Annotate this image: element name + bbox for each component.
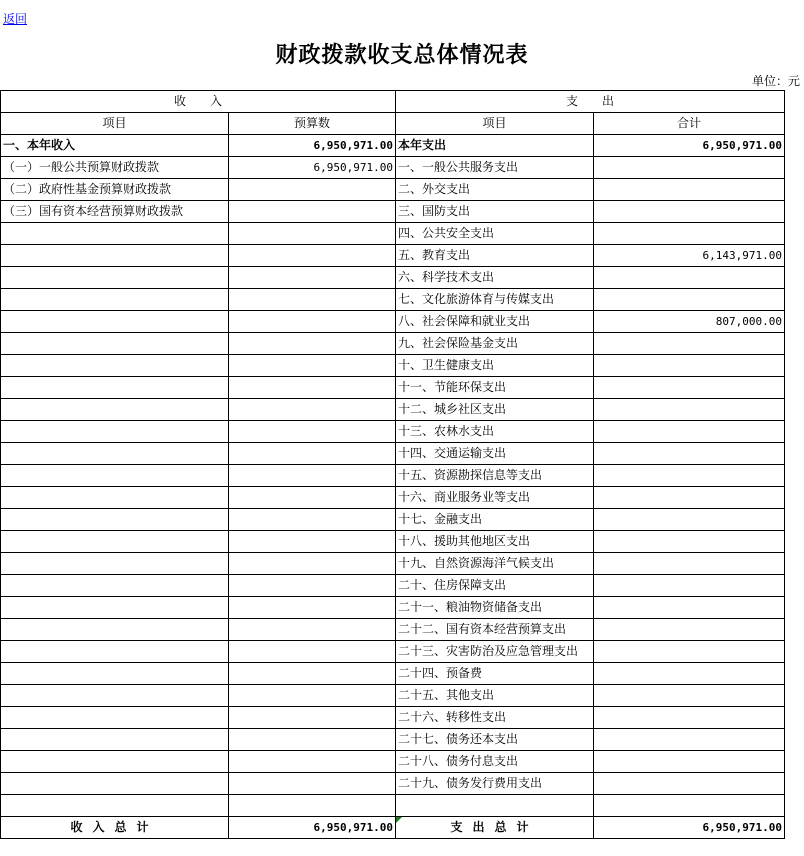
expense-value-cell — [594, 157, 785, 179]
expense-value-cell — [594, 795, 785, 817]
table-row — [1, 641, 785, 663]
income-value-cell — [229, 685, 396, 707]
expense-value-cell: 807,000.00 — [594, 311, 785, 333]
table-row — [1, 553, 785, 575]
column-header-row — [1, 113, 785, 135]
income-item-cell — [1, 707, 229, 729]
income-value-cell — [229, 333, 396, 355]
income-value-cell — [229, 509, 396, 531]
expense-value-cell — [594, 487, 785, 509]
income-item-cell — [1, 619, 229, 641]
expense-item-cell: 二十一、粮油物资储备支出 — [396, 597, 594, 619]
expense-item-cell: 八、社会保障和就业支出 — [396, 311, 594, 333]
income-value-cell — [229, 575, 396, 597]
expense-value-cell — [594, 443, 785, 465]
income-item-cell — [1, 729, 229, 751]
expense-item-cell: 二十、住房保障支出 — [396, 575, 594, 597]
table-row — [1, 619, 785, 641]
expense-summary-label: 本年支出 — [396, 135, 594, 157]
expense-item-cell: 二十八、债务付息支出 — [396, 751, 594, 773]
income-value-cell — [229, 443, 396, 465]
income-value-cell — [229, 245, 396, 267]
income-item-cell — [1, 795, 229, 817]
section-header-row — [1, 91, 785, 113]
expense-value-cell — [594, 465, 785, 487]
expense-value-cell — [594, 509, 785, 531]
table-row — [1, 685, 785, 707]
income-value-cell — [229, 619, 396, 641]
expense-value-cell — [594, 553, 785, 575]
income-value-cell — [229, 377, 396, 399]
income-item-cell — [1, 509, 229, 531]
income-value-cell — [229, 729, 396, 751]
income-item-cell — [1, 245, 229, 267]
table-row — [1, 157, 785, 179]
expense-value-cell — [594, 641, 785, 663]
income-item-cell — [1, 685, 229, 707]
income-item-cell — [1, 311, 229, 333]
expense-item-cell: 十二、城乡社区支出 — [396, 399, 594, 421]
income-value-cell — [229, 399, 396, 421]
expense-item-cell: 二、外交支出 — [396, 179, 594, 201]
expense-value-cell — [594, 531, 785, 553]
income-item-cell — [1, 465, 229, 487]
totals-row — [1, 817, 785, 839]
income-value-cell — [229, 795, 396, 817]
page-title: 财政拨款收支总体情况表 — [275, 43, 529, 68]
expense-value-cell — [594, 619, 785, 641]
expense-total-label: 支出总计 — [396, 817, 594, 839]
income-item-cell: （一）一般公共预算财政拨款 — [1, 157, 229, 179]
expense-value-cell — [594, 355, 785, 377]
table-row — [1, 377, 785, 399]
expense-value-cell — [594, 751, 785, 773]
table-row — [1, 795, 785, 817]
income-item-cell — [1, 553, 229, 575]
income-item-cell — [1, 663, 229, 685]
income-item-cell — [1, 355, 229, 377]
expense-value-cell — [594, 707, 785, 729]
summary-row — [1, 135, 785, 157]
expense-item-cell: 二十四、预备费 — [396, 663, 594, 685]
income-value-cell — [229, 663, 396, 685]
table-row — [1, 487, 785, 509]
income-value-cell — [229, 641, 396, 663]
income-item-cell: （三）国有资本经营预算财政拨款 — [1, 201, 229, 223]
income-value-cell — [229, 355, 396, 377]
income-value-cell — [229, 707, 396, 729]
income-item-cell — [1, 377, 229, 399]
table-row — [1, 663, 785, 685]
expense-total-value: 6,950,971.00 — [594, 817, 785, 839]
expense-item-cell: 五、教育支出 — [396, 245, 594, 267]
income-item-cell — [1, 267, 229, 289]
expense-value-cell — [594, 399, 785, 421]
expense-summary-value: 6,950,971.00 — [594, 135, 785, 157]
income-value-cell — [229, 553, 396, 575]
income-value-cell — [229, 179, 396, 201]
income-value-cell — [229, 751, 396, 773]
table-row — [1, 223, 785, 245]
unit-label: 单位：元 — [751, 74, 800, 88]
expense-value-cell — [594, 421, 785, 443]
expense-item-cell: 十三、农林水支出 — [396, 421, 594, 443]
income-header: 收 入 — [1, 91, 396, 113]
income-item-cell — [1, 223, 229, 245]
table-row — [1, 597, 785, 619]
expense-value-cell — [594, 179, 785, 201]
expense-value-cell: 6,143,971.00 — [594, 245, 785, 267]
expense-value-cell — [594, 575, 785, 597]
table-row — [1, 201, 785, 223]
income-value-cell — [229, 531, 396, 553]
table-row — [1, 245, 785, 267]
income-value-cell — [229, 487, 396, 509]
budget-table — [0, 90, 785, 839]
expense-value-cell — [594, 289, 785, 311]
table-row — [1, 707, 785, 729]
table-row — [1, 421, 785, 443]
income-value-cell — [229, 597, 396, 619]
income-value-cell — [229, 223, 396, 245]
expense-item-cell: 十五、资源勘探信息等支出 — [396, 465, 594, 487]
expense-value-cell — [594, 223, 785, 245]
table-row — [1, 443, 785, 465]
expense-value-cell — [594, 663, 785, 685]
expense-item-cell: 十六、商业服务业等支出 — [396, 487, 594, 509]
income-value-cell — [229, 465, 396, 487]
income-item-cell — [1, 641, 229, 663]
table-row — [1, 179, 785, 201]
income-summary-value: 6,950,971.00 — [229, 135, 396, 157]
total-header: 合计 — [594, 113, 785, 135]
table-row — [1, 531, 785, 553]
expense-item-cell: 十四、交通运输支出 — [396, 443, 594, 465]
income-value-cell — [229, 311, 396, 333]
table-row — [1, 773, 785, 795]
expense-item-cell — [396, 795, 594, 817]
income-item-cell — [1, 531, 229, 553]
table-row — [1, 509, 785, 531]
expense-item-cell: 三、国防支出 — [396, 201, 594, 223]
expense-value-cell — [594, 333, 785, 355]
income-item-header: 项目 — [1, 113, 229, 135]
income-item-cell — [1, 751, 229, 773]
expense-value-cell — [594, 597, 785, 619]
budget-header: 预算数 — [229, 113, 396, 135]
expense-value-cell — [594, 267, 785, 289]
expense-item-cell: 二十二、国有资本经营预算支出 — [396, 619, 594, 641]
income-summary-label: 一、本年收入 — [1, 135, 229, 157]
income-item-cell — [1, 443, 229, 465]
expense-value-cell — [594, 773, 785, 795]
back-link[interactable]: 返回 — [3, 12, 28, 26]
income-item-cell — [1, 289, 229, 311]
expense-item-cell: 四、公共安全支出 — [396, 223, 594, 245]
income-item-cell — [1, 487, 229, 509]
expense-item-cell: 二十三、灾害防治及应急管理支出 — [396, 641, 594, 663]
income-value-cell: 6,950,971.00 — [229, 157, 396, 179]
income-value-cell — [229, 267, 396, 289]
expense-item-cell: 六、科学技术支出 — [396, 267, 594, 289]
expense-item-cell: 七、文化旅游体育与传媒支出 — [396, 289, 594, 311]
income-total-value: 6,950,971.00 — [229, 817, 396, 839]
expense-item-header: 项目 — [396, 113, 594, 135]
expense-item-cell: 十八、援助其他地区支出 — [396, 531, 594, 553]
expense-value-cell — [594, 377, 785, 399]
expense-item-cell: 二十九、债务发行费用支出 — [396, 773, 594, 795]
expense-value-cell — [594, 685, 785, 707]
expense-item-cell: 二十六、转移性支出 — [396, 707, 594, 729]
table-row — [1, 355, 785, 377]
expense-value-cell — [594, 201, 785, 223]
income-item-cell — [1, 333, 229, 355]
income-item-cell — [1, 597, 229, 619]
table-row — [1, 751, 785, 773]
table-row — [1, 289, 785, 311]
income-item-cell — [1, 575, 229, 597]
table-row — [1, 575, 785, 597]
expense-item-cell: 十、卫生健康支出 — [396, 355, 594, 377]
income-item-cell: （二）政府性基金预算财政拨款 — [1, 179, 229, 201]
income-value-cell — [229, 421, 396, 443]
expense-item-cell: 一、一般公共服务支出 — [396, 157, 594, 179]
table-row — [1, 465, 785, 487]
expense-header: 支 出 — [396, 91, 785, 113]
income-item-cell — [1, 399, 229, 421]
table-row — [1, 399, 785, 421]
expense-item-cell: 十九、自然资源海洋气候支出 — [396, 553, 594, 575]
income-value-cell — [229, 201, 396, 223]
income-total-label: 收入总计 — [1, 817, 229, 839]
expense-item-cell: 十一、节能环保支出 — [396, 377, 594, 399]
expense-value-cell — [594, 729, 785, 751]
expense-item-cell: 九、社会保险基金支出 — [396, 333, 594, 355]
table-row — [1, 267, 785, 289]
expense-item-cell: 二十七、债务还本支出 — [396, 729, 594, 751]
table-row — [1, 311, 785, 333]
income-item-cell — [1, 421, 229, 443]
table-row — [1, 729, 785, 751]
income-value-cell — [229, 773, 396, 795]
expense-item-cell: 十七、金融支出 — [396, 509, 594, 531]
expense-item-cell: 二十五、其他支出 — [396, 685, 594, 707]
table-row — [1, 333, 785, 355]
income-value-cell — [229, 289, 396, 311]
income-item-cell — [1, 773, 229, 795]
